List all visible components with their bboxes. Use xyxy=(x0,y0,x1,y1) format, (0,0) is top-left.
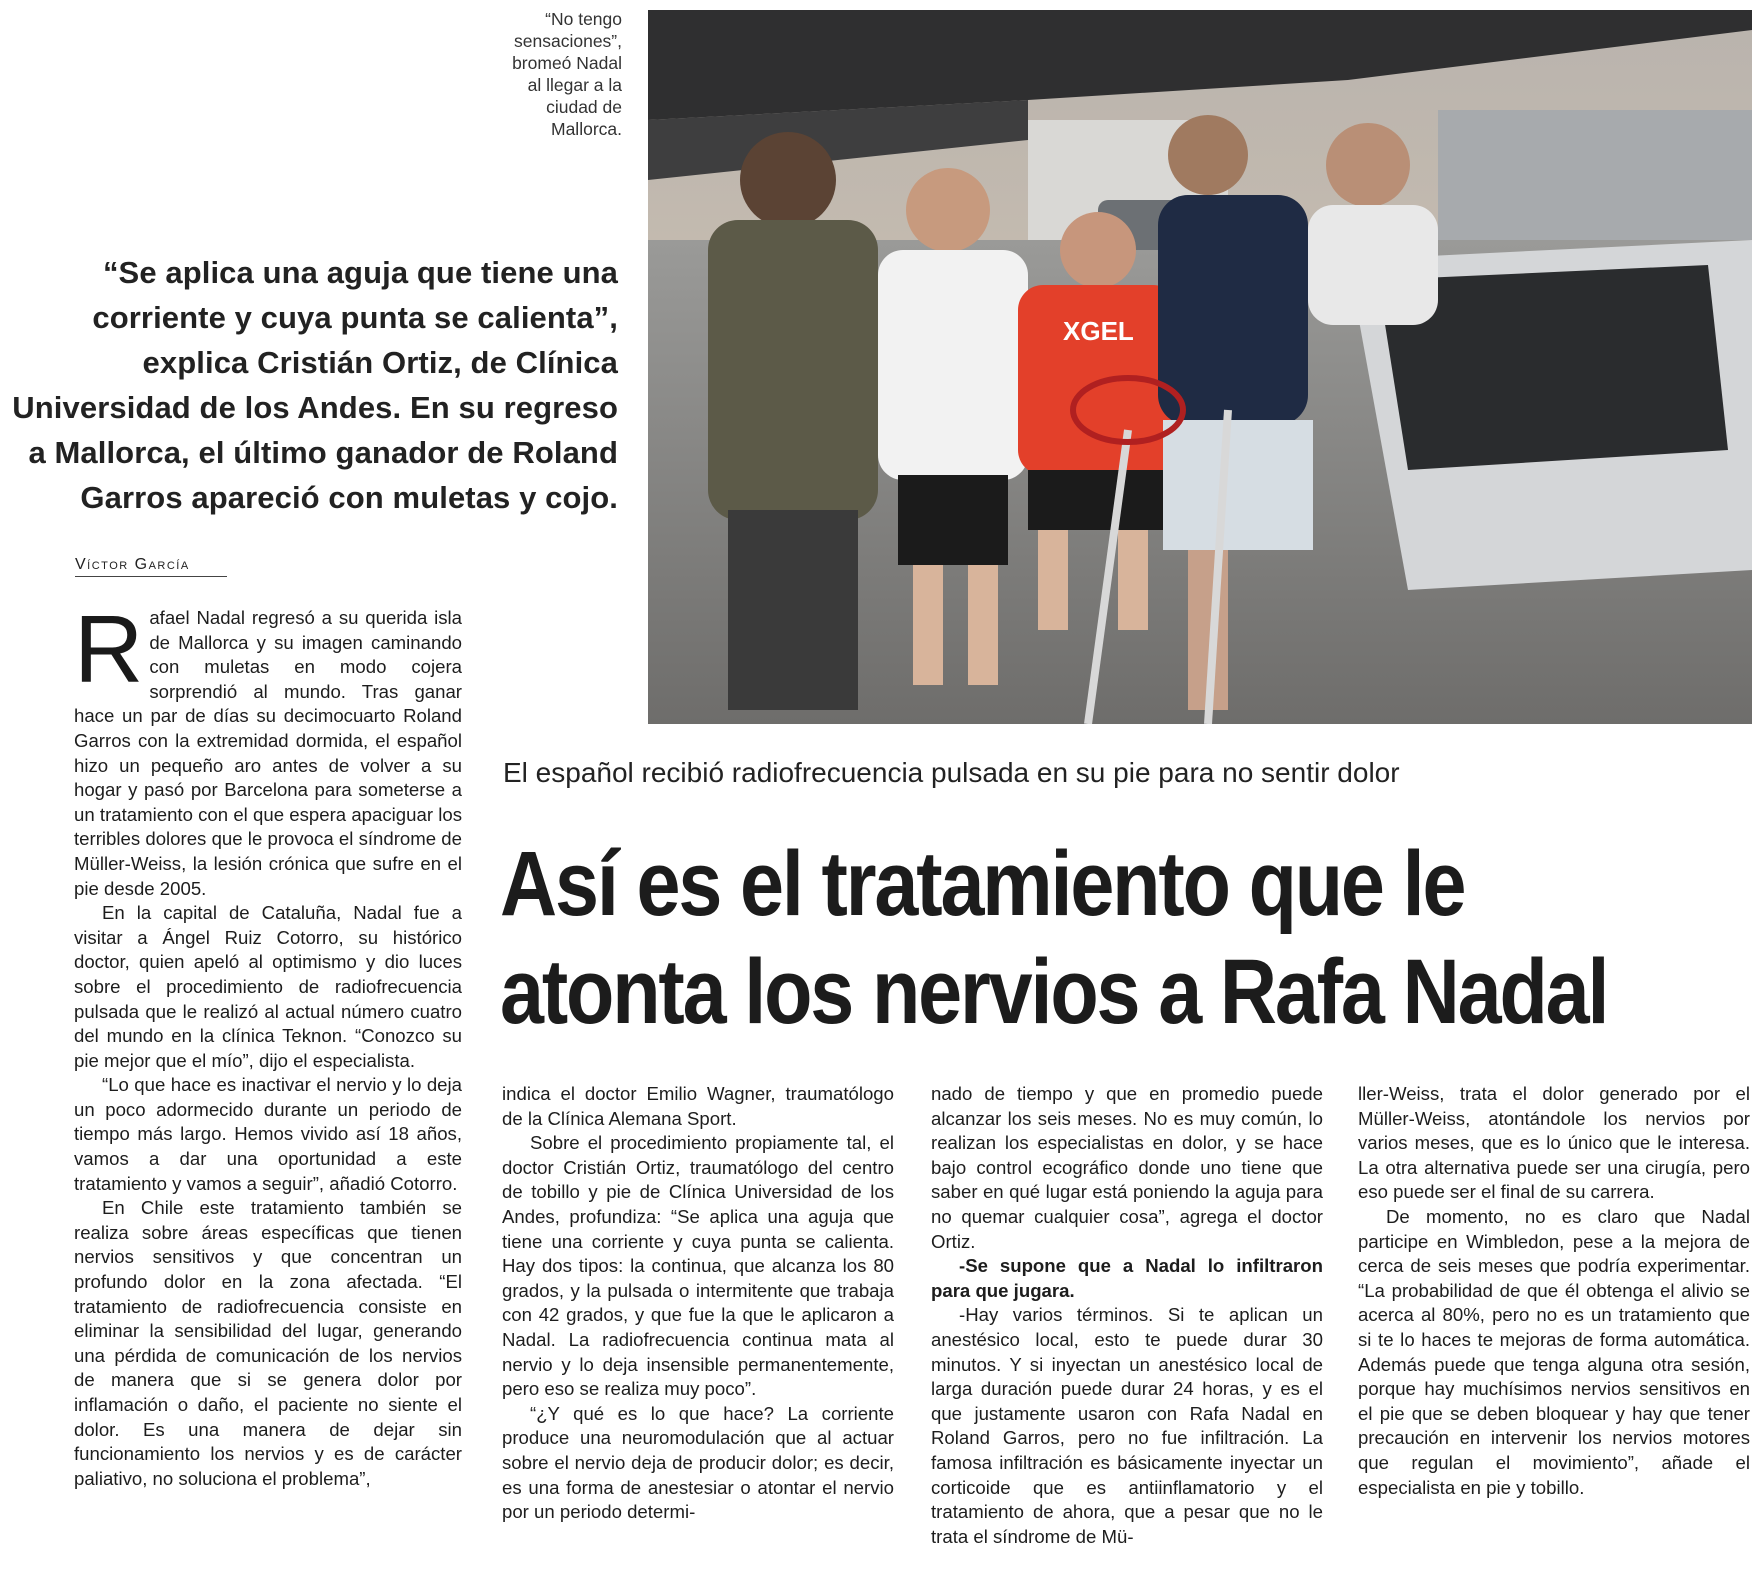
article-column-4 xyxy=(1358,1082,1750,1500)
paragraph: ller-Weiss, trata el dolor generado por el Müller-Weiss, atontándole los nervios por varios meses, que es lo único que le interesa. La otra alternativa puede ser una cirugía, pero eso puede ser el final de su carrera. xyxy=(1358,1083,1750,1203)
pull-quote-line: explica Cristián Ortiz, de Clínica xyxy=(142,345,618,380)
photo-illustration xyxy=(648,10,1752,724)
paragraph: “¿Y qué es lo que hace? La corriente produce una neuromodulación que al actuar sobre el nervio deja de producir dolor; es decir, es una forma de anestesiar o atontar el nervio por un periodo determi- xyxy=(502,1402,894,1523)
pull-quote-line: Garros apareció con muletas y cojo. xyxy=(80,480,618,515)
paragraph: -Hay varios términos. Si te aplican un anestésico local, esto te puede durar 30 minutos. Y si inyectan un anestésico local de larga duración puede durar 24 horas, y es el que justamente usaron con Rafa Nadal en Roland Garros, pero no fue infiltración. La famosa infiltración es básicamente inyectar un corticoide que es antiinflamatorio y el tratamiento de ahora, que a pesar que no le trata el síndrome de Mü- xyxy=(931,1304,1323,1547)
paragraph: indica el doctor Emilio Wagner, traumatólogo de la Clínica Alemana Sport. xyxy=(502,1083,894,1129)
pull-quote-line: Universidad de los Andes. En su regreso xyxy=(12,390,618,425)
paragraph: De momento, no es claro que Nadal participe en Wimbledon, pese a la mejora de cerca de seis meses que podría experimentar. “La probabilidad de que él obtenga el alivio se acerca al 80%, pero no es un tratamiento que si te lo haces te mejoras de forma automática. Además puede que tenga alguna otra sesión, porque hay muchísimos nervios sensitivos en el pie que se deben bloquear y hay que tener precaución en intervenir los nervios motores que regulan el movimiento”, añade el especialista en pie y tobillo. xyxy=(1358,1205,1750,1498)
article-column-3 xyxy=(931,1082,1323,1549)
article-column-2 xyxy=(502,1082,894,1525)
interview-question: -Se supone que a Nadal lo infiltraron para que jugara. xyxy=(931,1255,1323,1301)
news-photo xyxy=(648,10,1752,724)
paragraph: “Lo que hace es inactivar el nervio y lo deja un poco adormecido durante un periodo de tiempo más largo. Hemos vivido así 18 años, vamos a dar una oportunidad a este tratamiento y vamos a seguir”, añadió Cotorro. xyxy=(74,1074,462,1194)
pull-quote-line: “Se aplica una aguja que tiene una xyxy=(102,255,618,290)
paragraph-text: afael Nadal regresó a su querida isla de Mallorca y su imagen caminando con muletas en modo cojera sorprendió al mundo. Tras ganar hace un par de días su decimocuarto Roland Garros con la extremidad dormida, el español hizo un pequeño aro antes de volver a su hogar y pasó por Barcelona para someterse a un tratamiento con el que espera apaciguar los terribles dolores que le provoca el síndrome de Müller-Weiss, la lesión crónica que sufre en el pie desde 2005. xyxy=(74,607,462,899)
paragraph: Sobre el procedimiento propiamente tal, el doctor Cristián Ortiz, traumatólogo del centro de tobillo y pie de Clínica Universidad de los Andes, profundiza: “Se aplica una aguja que tiene una corriente y cuya punta se calienta. Hay dos tipos: la continua, que alcanza los 80 grados, y la pulsada o intermitente que trabaja con 42 grados, y que fue la que le aplicaron a Nadal. La radiofrecuencia continua mata al nervio y lo deja insensible permanentemente, pero eso se realiza muy poco”. xyxy=(502,1132,894,1400)
pull-quote-line: corriente y cuya punta se calienta”, xyxy=(92,300,618,335)
headline-line: Así es el tratamiento que le xyxy=(500,833,1465,935)
photo-caption: “No tengo sensaciones”, bromeó Nadal al llegar a la ciudad de Mallorca. xyxy=(512,9,622,139)
headline xyxy=(500,830,1608,1046)
article-column-1 xyxy=(74,596,462,1491)
paragraph xyxy=(74,596,462,901)
paragraph: nado de tiempo y que en promedio puede alcanzar los seis meses. No es muy común, lo realizan los especialistas en dolor, y se hace bajo control ecográfico donde uno tiene que saber en qué lugar está poniendo la aguja para no quemar cualquier cosa”, agrega el doctor Ortiz. xyxy=(931,1083,1323,1252)
kicker: El español recibió radiofrecuencia pulsada en su pie para no sentir dolor xyxy=(503,757,1400,788)
paragraph: En la capital de Cataluña, Nadal fue a visitar a Ángel Ruiz Cotorro, su histórico doctor, quien apeló al optimismo y dio luces sobre el procedimiento de radiofrecuencia pulsada que le realizó al actual número cuatro del mundo en la clínica Teknon. “Conozco su pie mejor que el mío”, dijo el especialista. xyxy=(74,902,462,1071)
pull-quote xyxy=(0,250,618,520)
drop-cap: R xyxy=(74,596,144,703)
headline-line: atonta los nervios a Rafa Nadal xyxy=(500,941,1608,1043)
byline: Víctor García xyxy=(75,556,227,577)
paragraph: En Chile este tratamiento también se realiza sobre áreas específicas que tienen nervios sensitivos y que concentran un profundo dolor en la zona afectada. “El tratamiento de radiofrecuencia consiste en eliminar la sensibilidad del lugar, generando una pérdida de comunicación de los nervios de manera que si se genera dolor por inflamación o daño, el paciente no siente el dolor. Es una manera de dejar sin funcionamiento los nervios y es de carácter paliativo, no soluciona el problema”, xyxy=(74,1197,462,1489)
pull-quote-line: a Mallorca, el último ganador de Roland xyxy=(28,435,618,470)
shirt-text: XGEL xyxy=(1063,316,1134,346)
